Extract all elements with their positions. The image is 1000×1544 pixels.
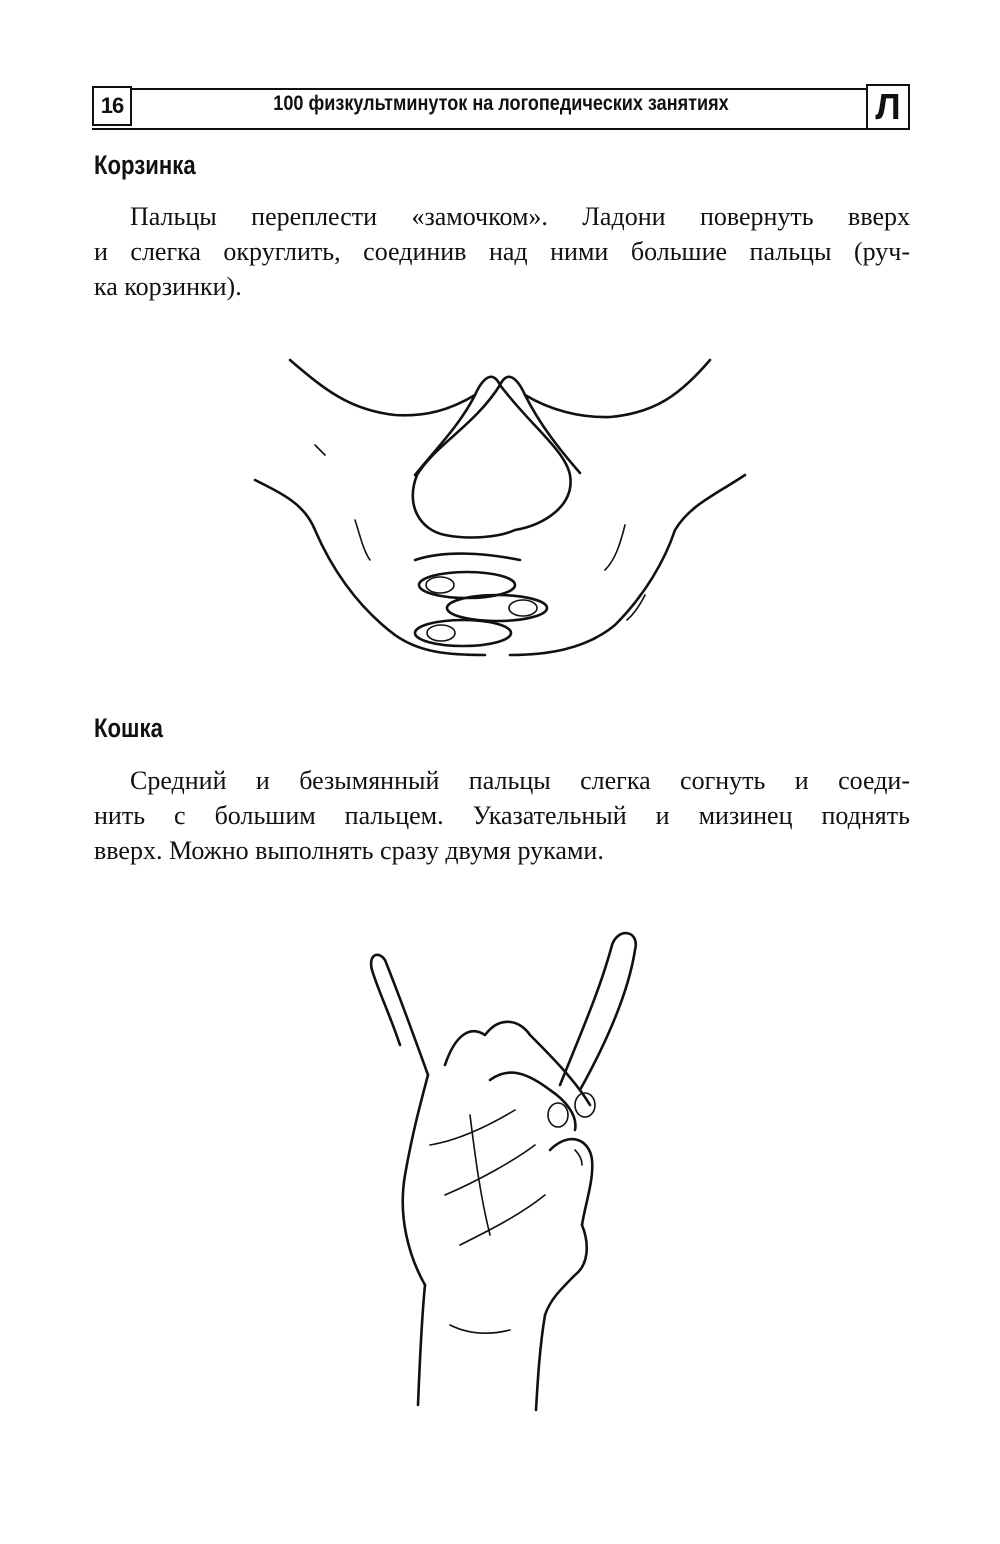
exercise-description-cat: [94, 763, 910, 868]
book-title: 100 физкультминуток на логопедических занятиях: [273, 92, 729, 115]
description-line: и слегка округлить, соединив над ними большие пальцы (руч-: [94, 237, 910, 266]
header-top-rule: [92, 88, 910, 90]
description-line: вверх. Можно выполнять сразу двумя руками.: [94, 836, 604, 865]
description-line: нить с большим пальцем. Указательный и мизинец поднять: [94, 801, 910, 830]
cat-hand-gesture-icon: [350, 915, 650, 1415]
description-line: ка корзинки).: [94, 272, 242, 301]
running-header: [92, 84, 910, 132]
exercise-description-basket: [94, 199, 910, 304]
exercise-title-basket: Корзинка: [94, 150, 196, 180]
interlaced-hands-basket-icon: [245, 355, 755, 660]
section-letter-badge: Л: [866, 84, 910, 130]
exercise-title-cat: Кошка: [94, 713, 163, 743]
header-bottom-rule: [92, 128, 910, 130]
description-line: Пальцы переплести «замочком». Ладони повернуть вверх: [130, 202, 910, 231]
description-line: Средний и безымянный пальцы слегка согнуть и соеди-: [130, 766, 910, 795]
page-number: 16: [92, 86, 132, 126]
